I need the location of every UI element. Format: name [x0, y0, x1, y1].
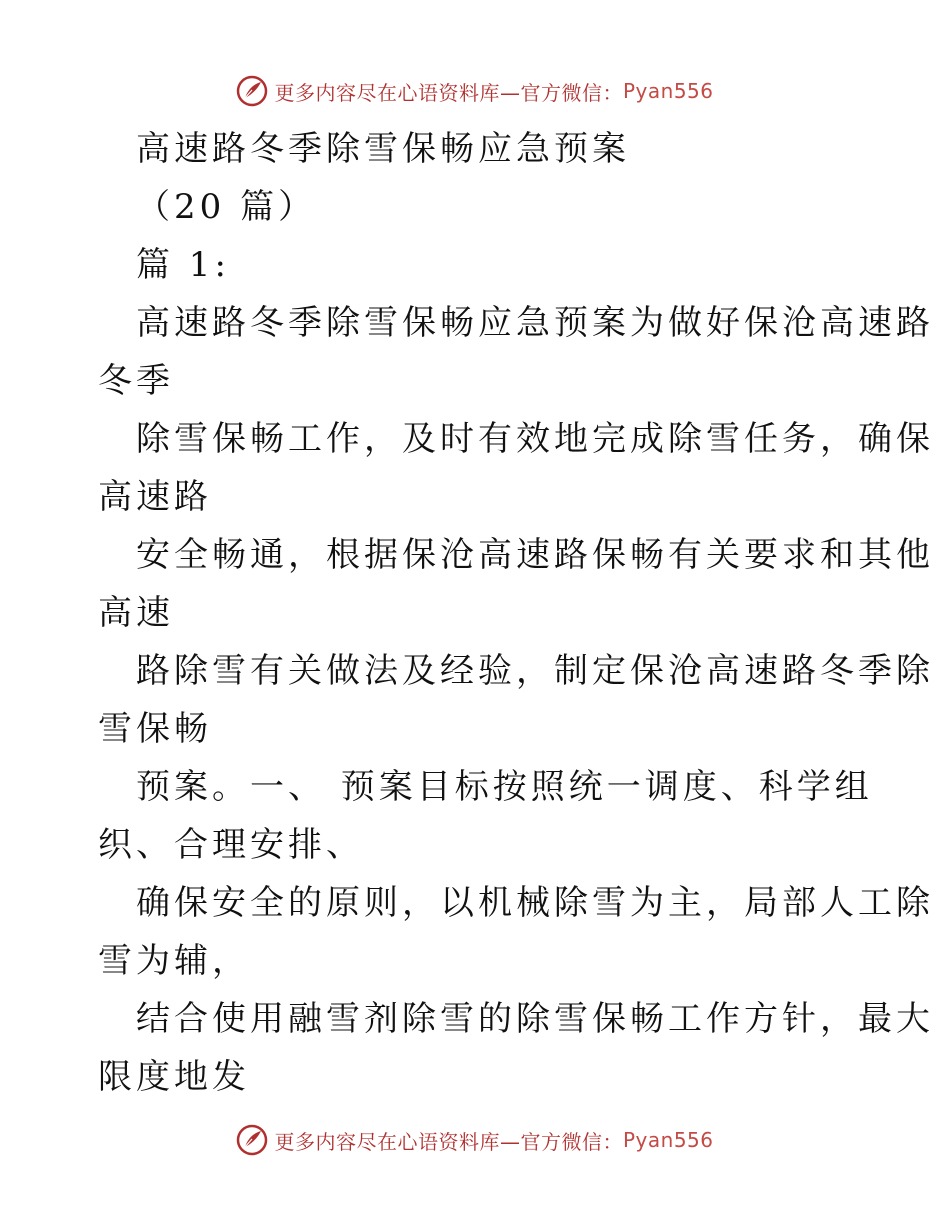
doc-line: 除雪保畅工作，及时有效地完成除雪任务，确保 — [136, 419, 934, 459]
doc-line: 限度地发 — [98, 1057, 250, 1097]
footer-watermark-banner — [0, 1120, 950, 1160]
doc-line: （20 篇） — [136, 187, 317, 227]
doc-line: 路除雪有关做法及经验，制定保沧高速路冬季除 — [136, 651, 934, 691]
document-body — [98, 120, 934, 1106]
banner-wechat-id: Pyan556 — [622, 1128, 714, 1152]
doc-line: 篇 1: — [136, 245, 230, 285]
doc-line: 预案。一、 预案目标按照统一调度、科学组 — [136, 767, 873, 807]
banner-text: 更多内容尽在心语资料库—官方微信： — [274, 80, 623, 105]
doc-line: 雪保畅 — [98, 709, 212, 749]
header-watermark-banner — [0, 71, 950, 111]
banner-text: 更多内容尽在心语资料库—官方微信： — [274, 1129, 623, 1154]
doc-line: 高速路冬季除雪保畅应急预案 — [136, 129, 630, 169]
doc-line: 安全畅通，根据保沧高速路保畅有关要求和其他 — [136, 535, 934, 575]
feather-pen-icon — [236, 75, 268, 107]
doc-line: 高速 — [98, 593, 174, 633]
doc-line: 织、合理安排、 — [98, 825, 364, 865]
doc-line: 冬季 — [98, 361, 174, 401]
doc-line: 高速路冬季除雪保畅应急预案为做好保沧高速路 — [136, 303, 934, 343]
doc-line: 确保安全的原则，以机械除雪为主，局部人工除 — [136, 883, 934, 923]
feather-pen-icon — [236, 1124, 268, 1156]
doc-line: 雪为辅， — [98, 941, 250, 981]
doc-line: 高速路 — [98, 477, 212, 517]
banner-wechat-id: Pyan556 — [622, 79, 714, 103]
doc-line: 结合使用融雪剂除雪的除雪保畅工作方针，最大 — [136, 999, 934, 1039]
